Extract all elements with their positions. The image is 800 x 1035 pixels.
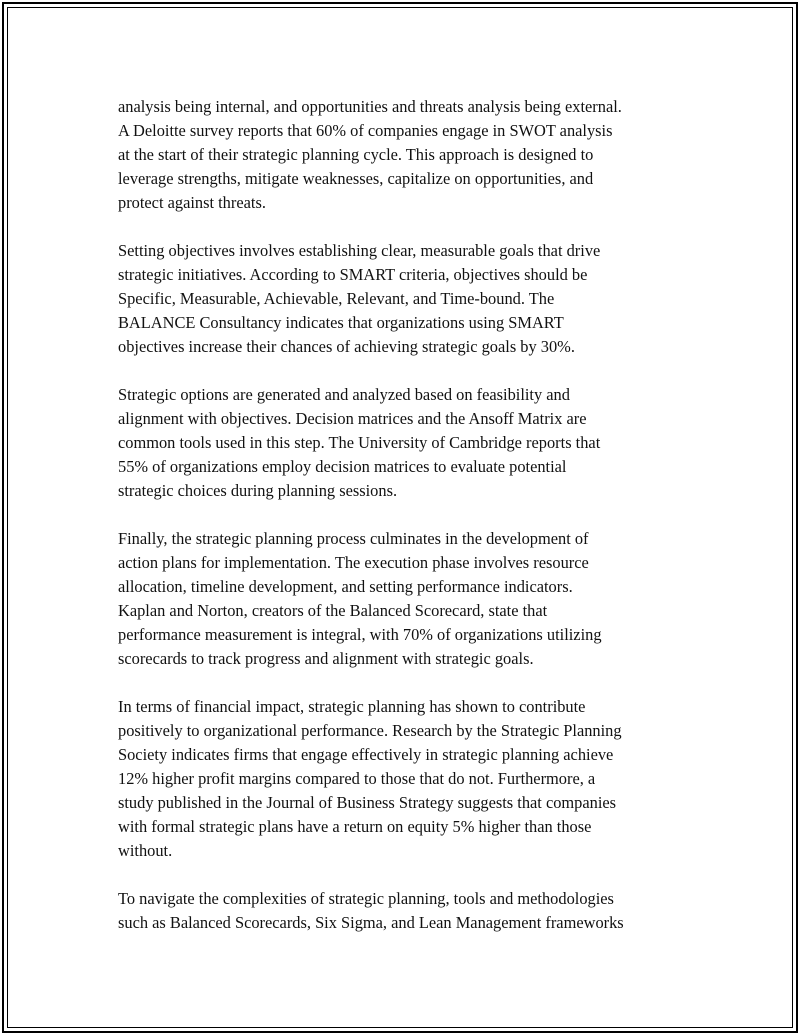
paragraph-swot-analysis: analysis being internal, and opportunities and threats analysis being external. A Deloitte survey reports that 60% of companies engage in SWOT analysis at the start of their strategic planning cycle. This approach is designed to leverage strengths, mitigate weaknesses, capitalize on opportunities, and protect against threats. bbox=[118, 97, 622, 212]
paragraph-financial-impact: In terms of financial impact, strategic planning has shown to contribute positively to organizational performance. Research by the Strategic Planning Society indicates firms that engage effectively in strategic planning achieve 12% higher profit margins compared to those that do not. Furthermore, a study published in the Journal of Business Strategy suggests that companies with formal strategic plans have a return on equity 5% higher than those without. bbox=[118, 697, 622, 860]
paragraph-tools-methodologies: To navigate the complexities of strategic planning, tools and methodologies such as Balanced Scorecards, Six Sigma, and Lean Management frameworks bbox=[118, 889, 624, 932]
document-body bbox=[118, 95, 698, 959]
paragraph-action-plans: Finally, the strategic planning process culminates in the development of action plans for implementation. The execution phase involves resource allocation, timeline development, and setting performance indicators. Kaplan and Norton, creators of the Balanced Scorecard, state that performance measurement is integral, with 70% of organizations utilizing scorecards to track progress and alignment with strategic goals. bbox=[118, 529, 602, 668]
paragraph-setting-objectives: Setting objectives involves establishing clear, measurable goals that drive strategic initiatives. According to SMART criteria, objectives should be Specific, Measurable, Achievable, Relevant, and Time-bound. The BALANCE Consultancy indicates that organizations using SMART objectives increase their chances of achieving strategic goals by 30%. bbox=[118, 241, 601, 356]
paragraph-strategic-options: Strategic options are generated and analyzed based on feasibility and alignment with objectives. Decision matrices and the Ansoff Matrix are common tools used in this step. The University of Cambridge reports that 55% of organizations employ decision matrices to evaluate potential strategic choices during planning sessions. bbox=[118, 385, 601, 500]
